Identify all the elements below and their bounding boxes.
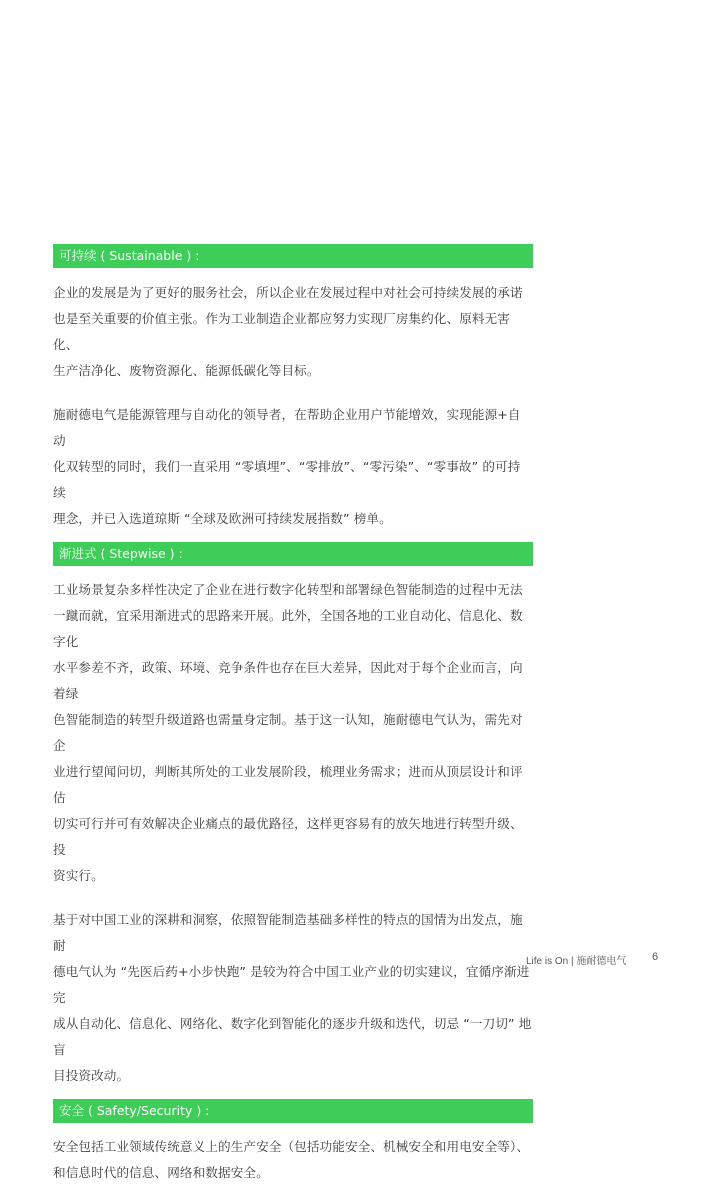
section-header-sustainable: 可持续 ( Sustainable ) : bbox=[53, 244, 533, 268]
text-line: 生产洁净化、废物资源化、能源低碳化等目标。 bbox=[53, 363, 320, 378]
text-line: 也是至关重要的价值主张。作为工业制造企业都应努力实现厂房集约化、原料无害化、 bbox=[53, 311, 510, 352]
text-line: 业进行望闻问切，判断其所处的工业发展阶段，梳理业务需求；进而从顶层设计和评估 bbox=[53, 764, 523, 805]
text-line: 德电气认为 “先医后药+小步快跑” 是较为符合中国工业产业的切实建议，宜循序渐进完 bbox=[53, 964, 530, 1005]
text-line: 成从自动化、信息化、网络化、数字化到智能化的逐步升级和迭代，切忌 “一刀切” 地盲 bbox=[53, 1016, 532, 1057]
text-line: 理念，并已入选道琼斯 “全球及欧洲可持续发展指数” 榜单。 bbox=[53, 511, 392, 526]
footer-tagline: Life is On | 施耐德电气 bbox=[526, 956, 627, 967]
text-line: 和信息时代的信息、网络和数据安全。 bbox=[53, 1165, 269, 1180]
main-content bbox=[53, 244, 533, 1186]
page-footer bbox=[520, 950, 660, 966]
paragraph bbox=[53, 907, 533, 1089]
text-line: 施耐德电气是能源管理与自动化的领导者，在帮助企业用户节能增效，实现能源+自动 bbox=[53, 407, 521, 448]
text-line: 切实可行并可有效解决企业痛点的最优路径，这样更容易有的放矢地进行转型升级、投 bbox=[53, 816, 523, 857]
text-line: 化双转型的同时，我们一直采用 “零填埋”、“零排放”、“零污染”、“零事故” 的可持续 bbox=[53, 459, 521, 500]
text-line: 基于对中国工业的深耕和洞察，依照智能制造基础多样性的特点的国情为出发点，施耐 bbox=[53, 912, 523, 953]
text-line: 安全包括工业领域传统意义上的生产安全（包括功能安全、机械安全和用电安全等）、 bbox=[53, 1139, 530, 1154]
text-line: 目投资改动。 bbox=[53, 1068, 130, 1083]
section-header-safety: 安全 ( Safety/Security ) : bbox=[53, 1099, 533, 1123]
paragraph bbox=[53, 402, 533, 532]
page-number: 6 bbox=[652, 951, 659, 963]
paragraph bbox=[53, 1134, 533, 1186]
text-line: 水平参差不齐，政策、环境、竞争条件也存在巨大差异，因此对于每个企业而言，向着绿 bbox=[53, 660, 523, 701]
paragraph bbox=[53, 577, 533, 889]
paragraph bbox=[53, 280, 533, 384]
text-line: 工业场景复杂多样性决定了企业在进行数字化转型和部署绿色智能制造的过程中无法 bbox=[53, 582, 523, 597]
text-line: 色智能制造的转型升级道路也需量身定制。基于这一认知，施耐德电气认为，需先对企 bbox=[53, 712, 523, 753]
section-header-stepwise: 渐进式 ( Stepwise ) : bbox=[53, 542, 533, 566]
text-line: 一蹴而就，宜采用渐进式的思路来开展。此外，全国各地的工业自动化、信息化、数字化 bbox=[53, 608, 523, 649]
text-line: 资实行。 bbox=[53, 868, 104, 883]
text-line: 企业的发展是为了更好的服务社会，所以企业在发展过程中对社会可持续发展的承诺 bbox=[53, 285, 523, 300]
